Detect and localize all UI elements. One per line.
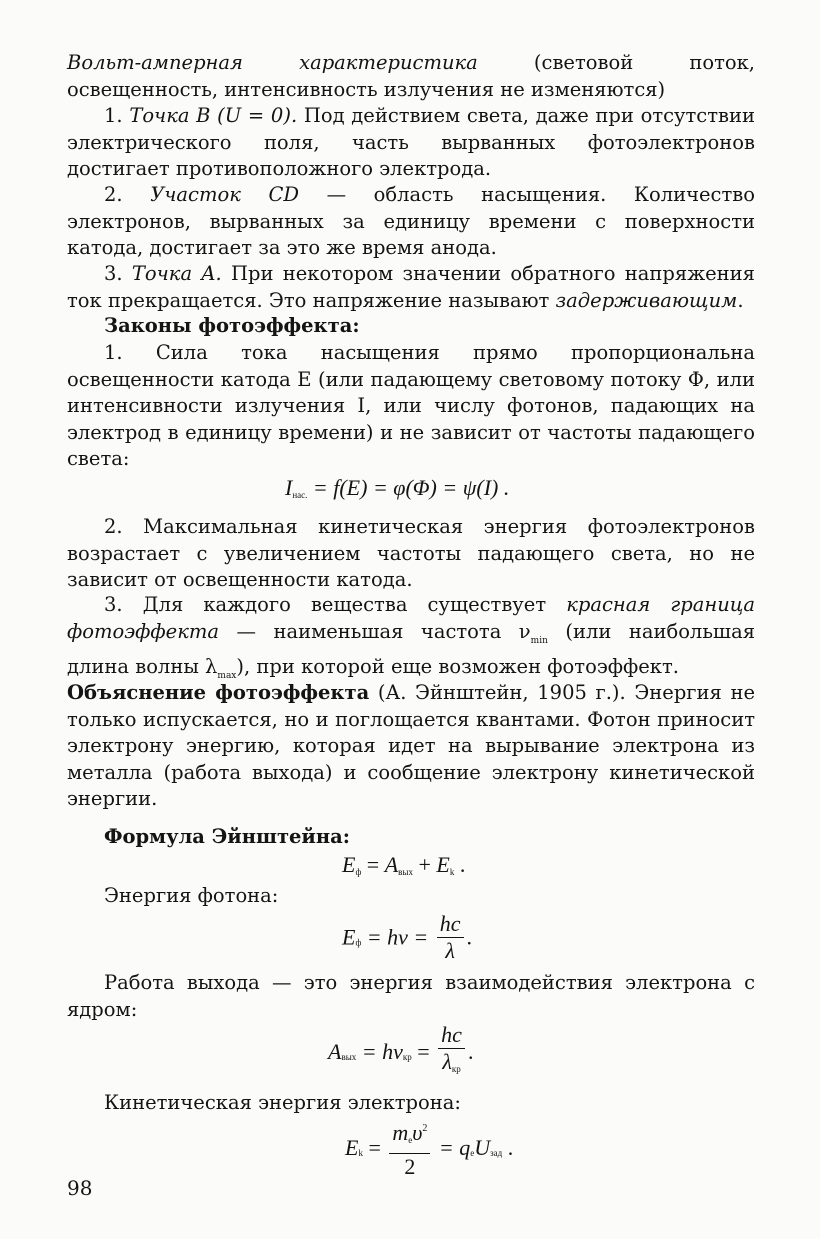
formula-kinetic-energy (345, 1116, 513, 1180)
point-b-paragraph (67, 103, 755, 183)
formula-superscript: 2 (422, 1123, 428, 1134)
formula-subscript: e (470, 1148, 475, 1159)
formula-op: . (502, 1135, 514, 1160)
explanation-head: Объяснение фотоэффекта (67, 681, 370, 704)
formula-photon-energy (342, 911, 472, 964)
law-2-paragraph: 2. Максимальная кинетическая энергия фотоэлектронов возрастает с увеличением частоты падающего света, но не зависит от освещенности катода. (67, 515, 755, 591)
formula-op: . (466, 924, 473, 950)
formula-symbol: A (384, 852, 399, 877)
photon-energy-label: Энергия фотона: (104, 884, 279, 907)
law3-mid2: (или наибольшая длина волны λ (67, 619, 755, 678)
formula-op: = (362, 1135, 387, 1160)
point-a-paragraph (67, 261, 755, 314)
law3-term: красная граница фотоэффекта (67, 593, 755, 643)
point-number: 2. (104, 183, 123, 206)
formula-symbol: E (342, 852, 356, 877)
kinetic-energy-label: Кинетическая энергия электрона: (104, 1091, 461, 1114)
fraction-denominator-symbol: λ (442, 1049, 452, 1074)
formula-subscript: k (358, 1148, 363, 1159)
fraction (438, 1022, 465, 1082)
formula-op: . (454, 852, 466, 877)
formula-work-function (328, 1022, 473, 1082)
formula-symbol: E (342, 924, 356, 950)
formula-subscript: зад (490, 1148, 503, 1159)
formula-subscript: k (449, 867, 455, 877)
va-characteristic-paragraph (67, 50, 755, 103)
law3-mid: — наименьшая частота ν (218, 619, 531, 643)
point-label: Точка B (U = 0). (129, 104, 298, 127)
va-lead: Вольт-амперная характеристика (67, 51, 478, 74)
point-term: задерживающим (555, 288, 738, 312)
formula-subscript: вых (398, 867, 413, 877)
formula-symbol: A (328, 1039, 342, 1064)
law-3-paragraph (67, 592, 755, 689)
fraction-denominator: 2 (404, 1154, 416, 1179)
nu-subscript: min (530, 635, 548, 646)
law3-end: ), при которой еще возможен фотоэффект. (236, 654, 679, 678)
page-number: 98 (67, 1176, 93, 1200)
segment-cd-paragraph (67, 182, 755, 262)
formula-op: . (467, 1039, 474, 1064)
formula-subscript: кр (402, 1052, 412, 1063)
formula-symbol: E (345, 1135, 359, 1160)
fraction-numerator: hc (438, 1022, 465, 1049)
formula-symbol: E (436, 852, 450, 877)
formula-einstein (342, 852, 465, 885)
fraction (437, 911, 464, 964)
formula-symbol: υ (412, 1120, 423, 1145)
einstein-heading (67, 824, 755, 851)
point-label: Участок CD (150, 183, 299, 206)
point-text: При некотором значении обратного напряжения ток прекращается. Это напряжение называют (67, 262, 755, 312)
formula-saturation-current (285, 475, 509, 508)
formula-symbol: U (474, 1135, 491, 1160)
formula-op: + (412, 852, 437, 877)
formula-subscript: вых (341, 1052, 357, 1063)
formula-symbol: I (285, 475, 293, 500)
fraction-numerator (389, 1116, 430, 1154)
explanation-paragraph (67, 680, 755, 813)
formula-subscript: e (408, 1135, 413, 1145)
fraction-denominator (438, 1049, 465, 1082)
formula-op: = hν = (361, 924, 434, 950)
point-number: 3. (104, 262, 123, 285)
law3-start: 3. Для каждого вещества существует (104, 593, 567, 616)
formula-op: = hν (356, 1039, 403, 1064)
formula-op: = (411, 1039, 436, 1064)
fraction-numerator: hc (437, 911, 464, 938)
point-end: . (737, 288, 744, 312)
va-rest: (световой поток, освещенность, интенсивность излучения не изменяются) (67, 51, 756, 101)
point-text: Под действием света, даже при отсутствии электрического поля, часть вырванных фотоэлектронов достигает противоположного электрода. (67, 104, 755, 180)
point-label: Точка A. (131, 262, 222, 285)
formula-op: = q (433, 1135, 471, 1160)
laws-heading (67, 313, 755, 340)
explanation-text: (А. Эйнштейн, 1905 г.). Энергия не только испускается, но и поглощается квантами. Фотон приносит электрону энергию, которая идет на вырывание электрона из металла (работа выхода) и сообщение электрону кинетической энергии. (67, 681, 755, 810)
formula-subscript: ф (355, 937, 362, 948)
einstein-heading-text: Формула Эйнштейна: (104, 825, 350, 848)
formula-subscript: нас. (292, 490, 308, 500)
formula-subscript: ф (355, 867, 362, 877)
point-text: — область насыщения. Количество электронов, вырванных за единицу времени с поверхности катода, достигает за это же время анода. (67, 183, 755, 259)
lambda-subscript: max (217, 670, 237, 681)
point-number: 1. (104, 104, 123, 127)
laws-heading-text: Законы фотоэффекта: (104, 314, 360, 337)
fraction (389, 1116, 430, 1180)
work-function-paragraph: Работа выхода — это энергия взаимодействия электрона с ядром: (67, 971, 755, 1021)
formula-subscript: кр (451, 1064, 461, 1074)
formula-op: = (361, 852, 385, 877)
formula-rest: = f(E) = φ(Φ) = ψ(I) . (307, 475, 510, 500)
formula-symbol: m (392, 1120, 409, 1145)
law-1-paragraph: 1. Сила тока насыщения прямо пропорциональна освещенности катода E (или падающему световому потоку Φ, или интенсивности излучения I, или числу фотонов, падающих на электрод в единицу времени) и не зависит от частоты падающего света: (67, 341, 755, 470)
fraction-denominator: λ (445, 938, 455, 963)
